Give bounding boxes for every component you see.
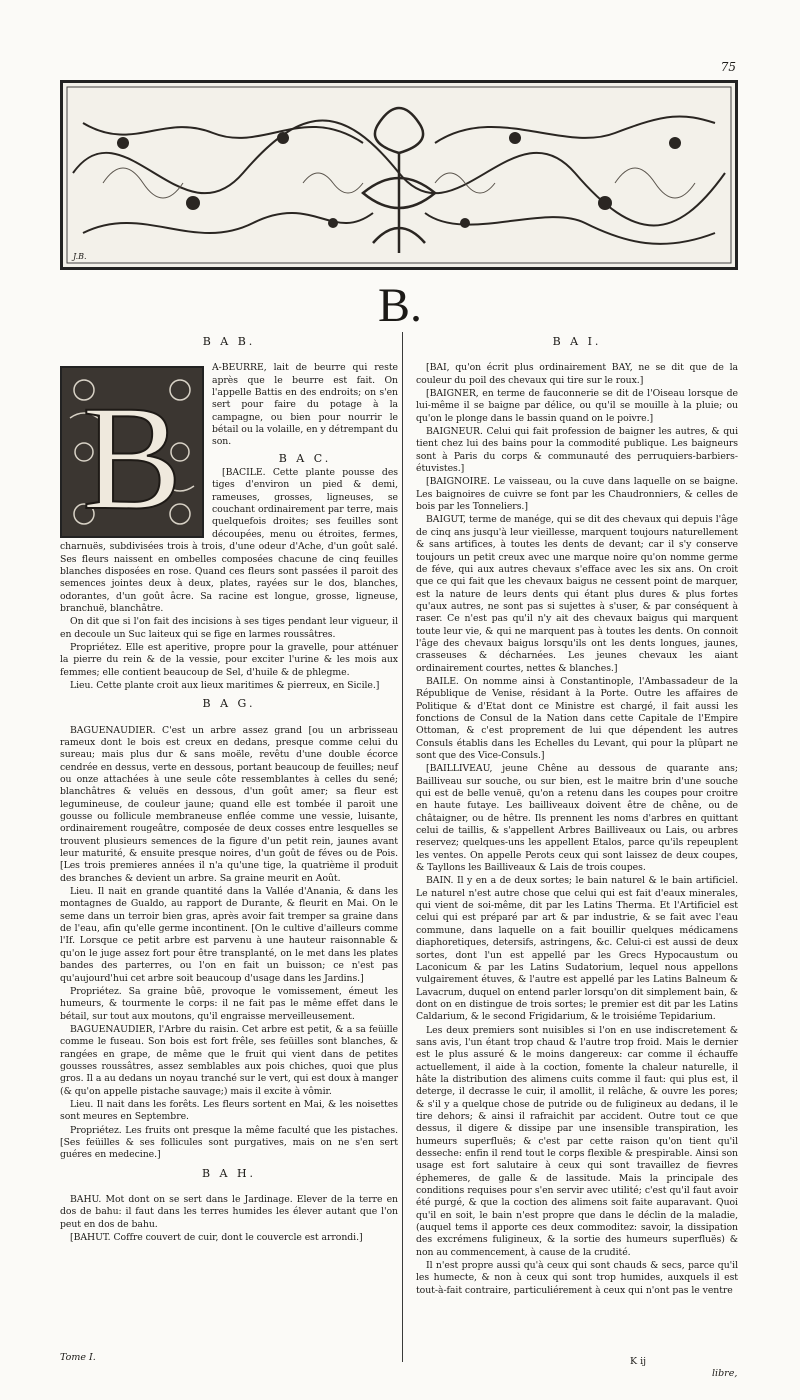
section-letter: B. xyxy=(377,279,422,332)
heading-bag: B A G. xyxy=(202,697,256,711)
svg-text:B: B xyxy=(82,375,182,537)
catchword: libre, xyxy=(712,1368,738,1379)
entry-baguenaudier-3: Propriétez. Sa graine bûë, provoque le vomissement, émeut les humeurs, & tourmente le corps: il ne fait pas le même effet dans le bétail, sur tout aux moutons, qu'il engraisse merveilleusement. xyxy=(60,985,398,1022)
entry-baguenaudier-4: BAGUENAUDIER, l'Arbre du raisin. Cet arbre est petit, & a sa feüille comme le fuseau. Son bois est fort frêle, ses feüilles sont blanches, & rangées en grape, de même que le fruit qui vient dans de petites gousses roussâtres, assez semblables aux pois chiches, quoi que plus gros. Il a au dedans un noyau tranché sur le vert, qui est doux à manger (& qu'on appelle pistache sauvage;) mais il excite à vômir. xyxy=(60,1023,398,1097)
entry-baile: BAILE. On nomme ainsi à Constantinople, l'Ambassadeur de la République de Venise, résidant à la Porte. Outre les affaires de Politique & d'Etat dont ce Ministre est chargé, il fait aussi les fonctions de Consul de la Nation dans cette Capitale de l'Empire Ottoman, & c'est proprement de lui que dépendent les autres Consuls établis dans les Echelles du Levant, qui pour la plûpart ne sont que des Vice-Consuls.] xyxy=(416,675,738,761)
entry-baguenaudier: BAGUENAUDIER. C'est un arbre assez grand [ou un arbrisseau rameux dont le bois est creux en dedans, presque comme celui du sureau; mais plus dur & sans moële, revêtu d'une double écorce cendrée en dessus, verte en dessous, portant beaucoup de feuilles; neuf ou onze attachées à une seule côte ressemblantes à celles du sené; blanchâtres & veluës en dessous, d'un goût amer; sa fleur est legumineuse, de couleur jaune; quand elle est tombée il paroit une gousse ou follicule membraneuse enflée comme une vessie, luisante, ordinairement rougeâtre, composée de deux cosses entre lesquelles se trouvent plusieurs semences de la figure d'un petit rein, jaunes avant leur maturité, & ensuite presque noires, d'un goût de féves ou de Pois. [Les trois premieres années il n'a qu'une tige, la quatrième il produit des branches & devient un arbre. Sa graine meurit en Août. xyxy=(60,724,398,884)
heading-bac: B A C. xyxy=(278,451,332,465)
entry-baigut: BAIGUT, terme de manége, qui se dit des chevaux qui depuis l'âge de cinq ans jusqu'à leur vieillesse, marquent toujours naturellement & sans artifices, à toutes les dents de devant; car il s'y conserve toujours un petit creux avec une marque noire qu'on nomme germe de féve, qui aux autres chevaux s'efface avec les six ans. On croit que ce qui fait que les chevaux baigus ne cessent point de marquer, est la nature de leurs dents qui étant plus dures & plus fortes qu'aux autres, ne sont pas si sujettes à s'user, & par conséquent à raser. Ce n'est pas qu'il n'y ait des chevaux baigus qui marquent toute leur vie, & qui ne marquent pas à toutes les dents. On connoit l'âge des chevaux baigus lorsqu'ils ont les dents longues, jaunes, crasseuses & décharnées. Les jeunes chevaux les aiant ordinairement courtes, nettes & blanches.] xyxy=(416,514,738,674)
right-column xyxy=(416,330,738,1298)
entry-bain-2: Les deux premiers sont nuisibles si l'on en use indiscretement & sans avis, l'un étant trop chaud & l'autre trop froid. Mais le dernier est le plus assuré & le moins dangereux: car comme il échauffe actuellement, il aide à la coction, fomente la chaleur naturelle, il hâte la distribution des alimens cuits comme il faut: qui plus est, il deterge, il decrasse le cuir, il amollit, il relâche, & ouvre les pores; & s'il y a quelque chose de putride ou de fuligineux au dedans, il le tire dehors; & ainsi il rafraichit par accident. Outre tout ce que dessus, il digere & dissipe par une insensible transpiration, les humeurs superfluës; & c'est par cette raison qu'on tient qu'il desseche: enfin il rend tout le corps flexible & prespirable. Ainsi son usage est fort salutaire à ceux qui sont travaillez de fievres éphemeres, de galle & de lassitude. Mais la principale des conditions requises pour s'en servir avec utilité; c'est qu'il faut avoir été purgé, & que la coction des alimens soit faite auparavant. Quoi qu'il en soit, le bain n'est propre que dans le déclin de la maladie, (auquel tems il apporte ces deux commoditez: savoir, la dissipation des excrémens fuligineux, & la sortie des humeurs superfluës) & non au commencement, à cause de la crudité. xyxy=(416,1024,738,1258)
decorated-initial-b xyxy=(60,366,204,538)
heading-bai: B A I. xyxy=(552,335,602,348)
ornamental-headpiece xyxy=(60,80,738,270)
entry-bacile: [BACILE. Cette plante pousse des tiges d'environ un pied & demi, rameuses, grosses, ligneuses, se couchant ordinairement par terre, mais quelquefois droites; ses feuilles sont découpées, menu ou étroites, fermes, charnuës, subdivisées trois à trois, d'une odeur d'Ache, d'un goût salé. Ses fleurs naissent en ombelles composées chacune de cinq feuilles blanches disposées en rose. Quand ces fleurs sont passées il paroit des semences jointes deux à deux, plates, rayées sur le dos, blanches, odorantes, d'un goût âcre. Sa racine est longue, grosse, ligneuse, branchuë, blanchâtre. xyxy=(60,467,398,614)
left-column xyxy=(60,330,398,1245)
heading-bah: B A H. xyxy=(201,1166,257,1180)
entry-baguenaudier-2: Lieu. Il nait en grande quantité dans la Vallée d'Anania, & dans les montagnes de Gualdo, au rapport de Durante, & fleurit en Mai. On le seme dans un terroir bien gras, après avoir fait tremper sa graine dans de l'eau, afin qu'elle germe incontinent. [On le cultive d'ailleurs comme l'If. Lorsque ce petit arbre est parvenu à une hauteur raisonnable & qu'on le juge assez fort pour être transplanté, on le met dans les plates bandes des parterres, ou l'on en fait un buisson; ce n'est pas qu'aujourd'hui cet arbre soit beaucoup d'usage dans les Jardins.] xyxy=(60,886,398,984)
heading-bab: B A B. xyxy=(202,335,256,348)
entry-bailliveau: [BAILLIVEAU, jeune Chêne au dessous de quarante ans; Bailliveau sur souche, ou sur bien, est le maitre brin d'une souche qui est de belle venuë, qu'on a retenu dans les coupes pour croitre en haute futaye. Les bailliveaux doivent être de chêne, ou de châtaigner, ou de hêtre. Ils prennent les noms d'arbres en quittant celui de taillis, & s'appellent Arbres Bailliveaux ou Lais, ou arbres reservez; quelques-uns les appellent Etalos, parce qu'ils repeuplent les ventes. On appelle Perots ceux qui sont laissez de deux coupes, & Tayllons les Bailliveaux & Lais de trois coupes. xyxy=(416,763,738,874)
entry-bahut: [BAHUT. Coffre couvert de cuir, dont le couvercle est arrondi.] xyxy=(70,1232,363,1244)
entry-bain-3: Il n'est propre aussi qu'à ceux qui sont chauds & secs, parce qu'il les humecte, & non à ceux qui sont trop humides, auxquels il est tout-à-fait contraire, particuliérement à ceux qui n'ont pas le ventre xyxy=(416,1260,738,1296)
initial-b-ornament xyxy=(62,368,202,536)
entry-bacile-2: On dit que si l'on fait des incisions à ses tiges pendant leur vigueur, il en decoule un Suc laiteux qui se fige en larmes roussâtres. xyxy=(60,616,398,640)
entry-baigneur: BAIGNEUR. Celui qui fait profession de baigner les autres, & qui tient chez lui des bains pour la commodité publique. Les baigneurs sont à Paris du corps & communauté des perruquiers-barbiers-étuvistes.] xyxy=(416,426,738,475)
signature-mark: K ij xyxy=(630,1356,647,1367)
entry-baguenaudier-6: Propriétez. Les fruits ont presque la même faculté que les pistaches. [Ses feüilles & ses follicules sont purgatives, mais on ne s'en sert guéres en medecine.] xyxy=(60,1124,398,1161)
entry-bahu: BAHU. Mot dont on se sert dans le Jardinage. Elever de la terre en dos de bahu: il faut dans les terres humides les élever autant que l'on peut en dos de bahu. xyxy=(60,1194,398,1230)
page-number: 75 xyxy=(720,60,736,74)
entry-bai: [BAI, qu'on écrit plus ordinairement BAY, ne se dit que de la couleur du poil des chevaux qui tire sur le roux.] xyxy=(416,362,738,386)
entry-baignoire: [BAIGNOIRE. Le vaisseau, ou la cuve dans laquelle on se baigne. Les baignoires de cuivre se font par les Chaudronniers, & celles de bois par les Tonneliers.] xyxy=(416,476,738,513)
entry-baigner: [BAIGNER, en terme de fauconnerie se dit de l'Oiseau lorsque de lui-même il se baigne par délice, ou qu'il se mouille à la pluie; ou qu'on le plonge dans le bassin quand on le poivre.] xyxy=(416,388,738,424)
volume-marker: Tome I. xyxy=(60,1352,96,1363)
scrollwork-ornament xyxy=(63,83,735,267)
engraver-mark: J.B. xyxy=(73,252,87,261)
entry-bain: BAIN. Il y en a de deux sortes; le bain naturel & le bain artificiel. Le naturel n'est autre chose que celui qui est fait d'eaux minerales, qui vient de soi-même, dit par les Latins Therma. Et l'Artificiel est celui qui est préparé par art & par industrie, & se fait avec l'eau commune, dans laquelle on a fait bouillir quelques médicamens diaphoretiques, detersifs, astringens, &c. Celui-ci est aussi de deux sortes, dont l'un est appellé par les Grecs Hypocaustum ou Laconicum & par les Latins Sudatorium, lequel nous appellons vulgairement étuves, & l'autre est appellé par les Latins Balneum & Lavacrum, duquel on entend parler lorsqu'on dit simplement bain, & dont on en distingue de trois sortes; le premier est dit par les Latins Caldarium, & le second Frigidarium, & le troisiéme Tepidarium. xyxy=(416,875,738,1023)
entry-bacile-3: Propriétez. Elle est aperitive, propre pour la gravelle, pour atténuer la pierre du rein & de la vessie, pour exciter l'urine & les mois aux femmes; elle contient beaucoup de Sel, d'huile & de phlegme. xyxy=(60,641,398,678)
column-divider xyxy=(402,332,403,1362)
entry-bacile-4: Lieu. Cette plante croit aux lieux maritimes & pierreux, en Sicile.] xyxy=(70,679,380,691)
entry-abeurre: A-BEURRE, lait de beurre qui reste après que le beurre est fait. On l'appelle Battis en des endroits; on s'en sert pour faire du potage à la campagne, ou bien pour nourrir le bétail ou la volaille, en y détrempant du son. xyxy=(212,362,399,448)
entry-baguenaudier-5: Lieu. Il nait dans les forêts. Les fleurs sortent en Mai, & les noisettes sont meures en Septembre. xyxy=(60,1098,398,1123)
